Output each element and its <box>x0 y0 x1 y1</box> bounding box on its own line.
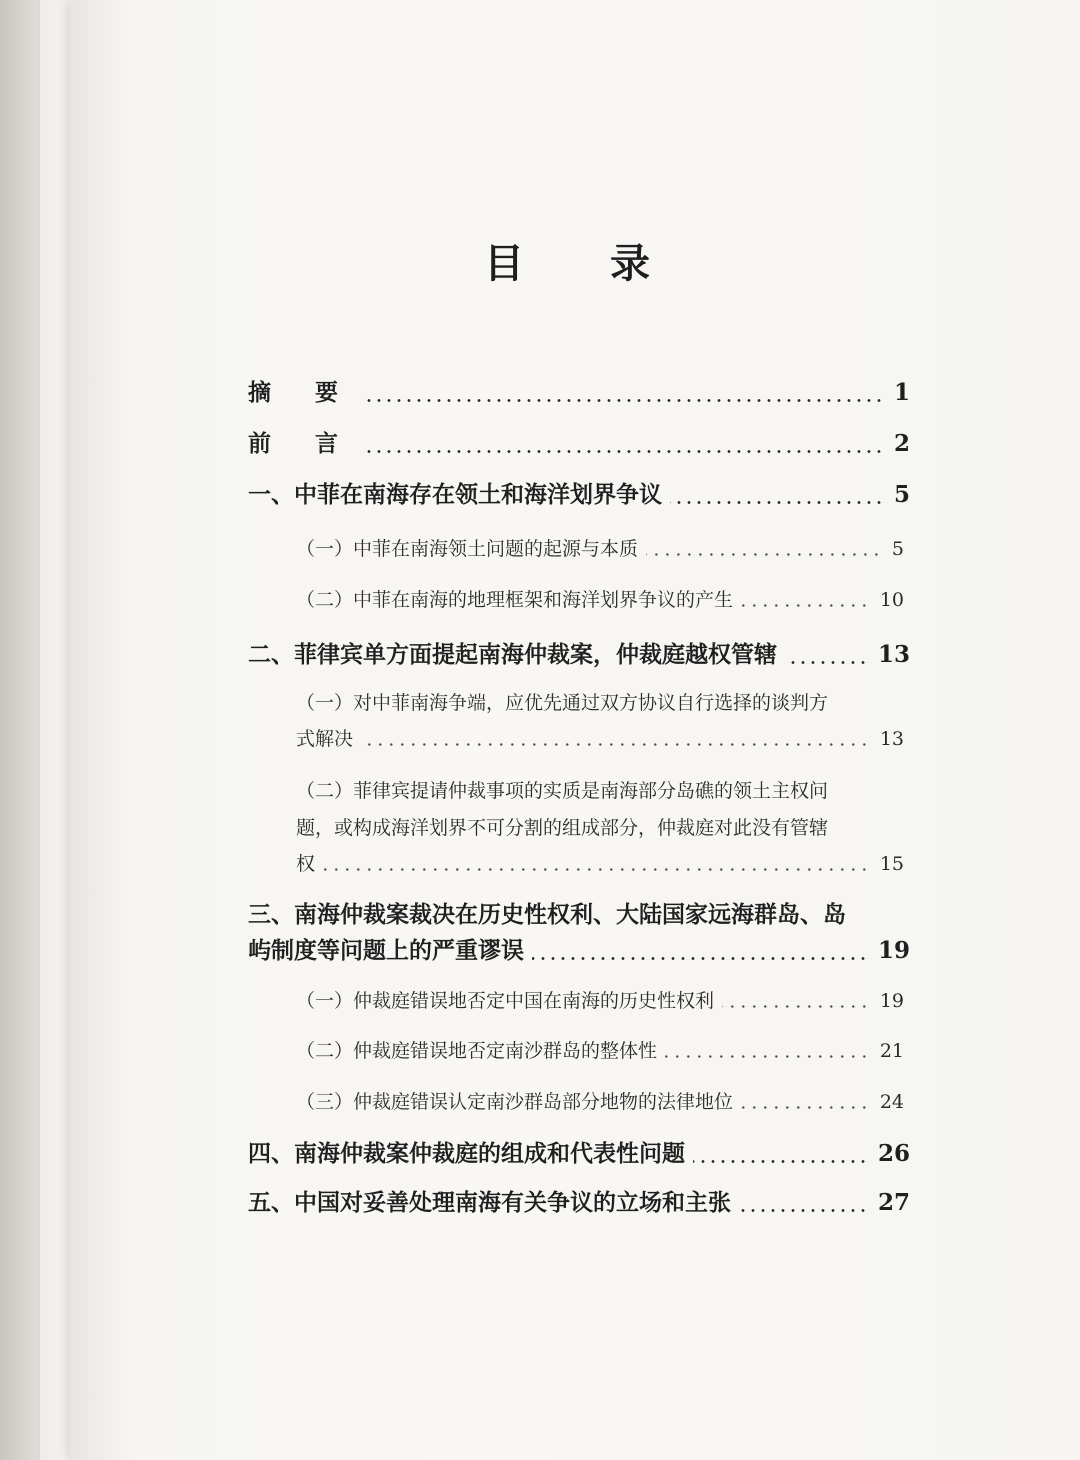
toc-page-number: 15 <box>879 853 904 875</box>
toc-entry-label: 式解决 <box>296 728 354 750</box>
toc-page-number: 13 <box>879 728 904 750</box>
dot-leader <box>741 1106 870 1109</box>
toc-page-number: 21 <box>879 1040 904 1062</box>
toc-entry-section-3-3[interactable] <box>296 1087 904 1114</box>
toc-entry-label: 前 言 <box>248 431 357 457</box>
dot-leader <box>739 1209 868 1212</box>
toc-entry-label: （一）仲裁庭错误地否定中国在南海的历史性权利 <box>296 990 715 1012</box>
toc-page-number: 5 <box>893 481 910 508</box>
dot-leader <box>364 399 884 402</box>
toc-entry-section-2-1-line1[interactable]: （一）对中菲南海争端，应优先通过双方协议自行选择的谈判方 <box>296 692 829 714</box>
toc-entry-preface[interactable] <box>248 425 910 458</box>
toc-page-number: 26 <box>877 1140 910 1167</box>
toc-entry-section-1-1[interactable] <box>296 534 904 561</box>
toc-title: 目 录 <box>484 241 686 287</box>
dot-leader <box>361 743 870 746</box>
toc-entry-section-3-line1[interactable]: 三、南海仲裁案裁决在历史性权利、大陆国家远海群岛、岛 <box>248 902 846 928</box>
book-page <box>70 0 1080 1460</box>
toc-page-number: 2 <box>893 430 910 457</box>
toc-entry-section-2[interactable] <box>248 636 910 669</box>
toc-entry-section-1[interactable] <box>248 476 910 509</box>
toc-entry-section-2-2[interactable] <box>296 849 904 876</box>
dot-leader <box>665 1055 870 1058</box>
dot-leader <box>722 1005 870 1008</box>
toc-page-number: 24 <box>879 1091 904 1113</box>
toc-entry-section-2-1[interactable] <box>296 724 904 751</box>
toc-entry-label: 一、中菲在南海存在领土和海洋划界争议 <box>248 482 662 508</box>
toc-entry-label: 五、中国对妥善处理南海有关争议的立场和主张 <box>248 1190 731 1216</box>
toc-page-number: 27 <box>877 1189 910 1216</box>
toc-entry-label: （二）仲裁庭错误地否定南沙群岛的整体性 <box>296 1040 658 1062</box>
toc-entry-section-3-1[interactable] <box>296 986 904 1013</box>
toc-entry-label: （三）仲裁庭错误认定南沙群岛部分地物的法律地位 <box>296 1091 734 1113</box>
toc-entry-label: 权 <box>296 853 316 875</box>
toc-entry-label: 四、南海仲裁案仲裁庭的组成和代表性问题 <box>248 1141 685 1167</box>
toc-page-number: 5 <box>891 538 904 560</box>
toc-entry-label: 二、菲律宾单方面提起南海仲裁案，仲裁庭越权管辖 <box>248 642 777 668</box>
toc-entry-label: 屿制度等问题上的严重谬误 <box>248 938 524 964</box>
dot-leader <box>693 1160 868 1163</box>
dot-leader <box>785 661 868 664</box>
toc-entry-label: （二）中菲在南海的地理框架和海洋划界争议的产生 <box>296 589 734 611</box>
toc-entry-section-3[interactable] <box>248 932 910 965</box>
toc-page-number: 1 <box>893 379 910 406</box>
toc-entry-section-2-2-line2[interactable]: 题，或构成海洋划界不可分割的组成部分，仲裁庭对此没有管辖 <box>296 817 829 839</box>
dot-leader <box>532 957 868 960</box>
toc-entry-label: （一）中菲在南海领土问题的起源与本质 <box>296 538 639 560</box>
toc-entry-label: 摘 要 <box>248 380 357 406</box>
toc-entry-section-5[interactable] <box>248 1184 910 1217</box>
toc-page-number: 19 <box>877 937 910 964</box>
toc-entry-section-1-2[interactable] <box>296 585 904 612</box>
dot-leader <box>646 553 882 556</box>
dot-leader <box>670 501 884 504</box>
toc-page-number: 19 <box>879 990 904 1012</box>
dot-leader <box>741 604 870 607</box>
toc-page-number: 10 <box>879 589 904 611</box>
toc-entry-section-4[interactable] <box>248 1135 910 1168</box>
dot-leader <box>323 868 870 871</box>
toc-entry-section-3-2[interactable] <box>296 1036 904 1063</box>
toc-entry-section-2-2-line1[interactable]: （二）菲律宾提请仲裁事项的实质是南海部分岛礁的领土主权问 <box>296 780 829 802</box>
toc-entry-abstract[interactable] <box>248 374 910 407</box>
dot-leader <box>364 450 884 453</box>
toc-page-number: 13 <box>877 641 910 668</box>
